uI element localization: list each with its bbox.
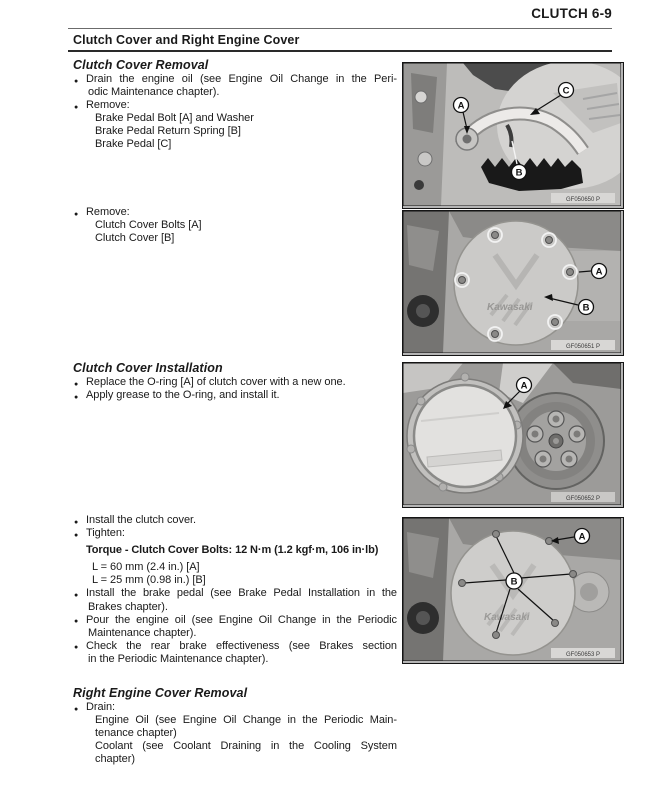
bullet-line: ● Install the brake pedal (see Brake Pedal Installation in the xyxy=(73,587,397,600)
photo-id: GF050651 P xyxy=(565,344,601,350)
bullet-line: ● Replace the O-ring [A] of clutch cover with a new one. xyxy=(73,376,397,389)
callout-letter-a: A xyxy=(457,100,465,112)
bullet-line: ● Pour the engine oil (see Engine Oil Change in the Periodic xyxy=(73,614,397,627)
list-item: tenance chapter) xyxy=(95,727,177,740)
list-item: Coolant (see Coolant Draining in the Cooling System xyxy=(95,740,397,753)
subsection-heading: Clutch Cover Removal xyxy=(73,58,209,72)
list-item: Brake Pedal [C] xyxy=(95,138,172,151)
list-item: Brake Pedal Bolt [A] and Washer xyxy=(95,112,254,125)
clutch-cover-bolts-illustration xyxy=(403,211,621,353)
figure-tightening-sequence-photo xyxy=(402,517,624,664)
list-item: Clutch Cover Bolts [A] xyxy=(95,219,202,232)
right-engine-cover-removal-block xyxy=(73,686,397,766)
text-line: odic Maintenance chapter). xyxy=(88,86,220,99)
bolt-length-a: L = 60 mm (2.4 in.) [A] xyxy=(92,561,200,574)
callout-letter-b: B xyxy=(515,167,523,179)
callout-letter-a: A xyxy=(578,531,586,543)
bullet-line: ● Remove: xyxy=(73,99,397,112)
section-title: Clutch Cover and Right Engine Cover xyxy=(73,33,300,47)
clutch-cover-removal-block xyxy=(73,58,397,152)
callout-letter-a: A xyxy=(520,380,528,392)
subsection-heading: Clutch Cover Installation xyxy=(73,361,223,375)
figure-clutch-cover-bolts-photo xyxy=(402,210,624,356)
text-line: Maintenance chapter). xyxy=(88,626,197,639)
text-line: Brakes chapter). xyxy=(88,600,168,613)
section-title-rule xyxy=(68,50,612,52)
bullet-line: ● Drain: xyxy=(73,701,397,714)
list-item: Engine Oil (see Engine Oil Change in the Periodic Main- xyxy=(95,714,397,727)
bullet-line: ● Drain the engine oil (see Engine Oil Change in the Peri- xyxy=(73,73,397,86)
subsection-heading: Right Engine Cover Removal xyxy=(73,686,248,700)
brake-pedal-illustration xyxy=(403,63,621,206)
clutch-cover-installation-block xyxy=(73,361,397,402)
tightening-sequence-illustration xyxy=(403,518,621,661)
header-rule xyxy=(68,28,612,29)
kawasaki-logo-text: Kawasaki xyxy=(484,612,530,623)
callout-letter-b: B xyxy=(582,302,590,314)
bullet-line: ● Tighten: xyxy=(73,527,397,540)
bullet-line: ● Install the clutch cover. xyxy=(73,514,397,527)
page-header-title: CLUTCH 6-9 xyxy=(531,6,612,21)
bolt-length-b: L = 25 mm (0.98 in.) [B] xyxy=(92,574,206,587)
torque-spec: Torque - Clutch Cover Bolts: 12 N·m (1.2 kgf·m, 106 in·lb) xyxy=(86,544,379,557)
callout-letter-a: A xyxy=(595,266,603,278)
list-item: chapter) xyxy=(95,753,135,766)
figure-oring-photo xyxy=(402,362,624,508)
list-item: Clutch Cover [B] xyxy=(95,232,175,245)
callout-letter-c: C xyxy=(562,85,570,97)
photo-id: GF050653 P xyxy=(565,652,601,658)
install-tighten-block xyxy=(73,514,397,666)
callout-letter-b: B xyxy=(510,576,518,588)
photo-id: GF050650 P xyxy=(565,197,601,203)
figure-brake-pedal-photo xyxy=(402,62,624,209)
bullet-line: ● Remove: xyxy=(73,206,397,219)
bullet-line: ● Check the rear brake effectiveness (see Brakes section xyxy=(73,640,397,653)
photo-id: GF050652 P xyxy=(565,496,601,502)
list-item: Brake Pedal Return Spring [B] xyxy=(95,125,241,138)
remove-clutch-cover-block xyxy=(73,206,397,245)
text-line: in the Periodic Maintenance chapter). xyxy=(88,652,269,665)
bullet-line: ● Apply grease to the O-ring, and install it. xyxy=(73,389,397,402)
kawasaki-logo-text: Kawasaki xyxy=(487,302,533,313)
oring-illustration xyxy=(403,363,621,505)
